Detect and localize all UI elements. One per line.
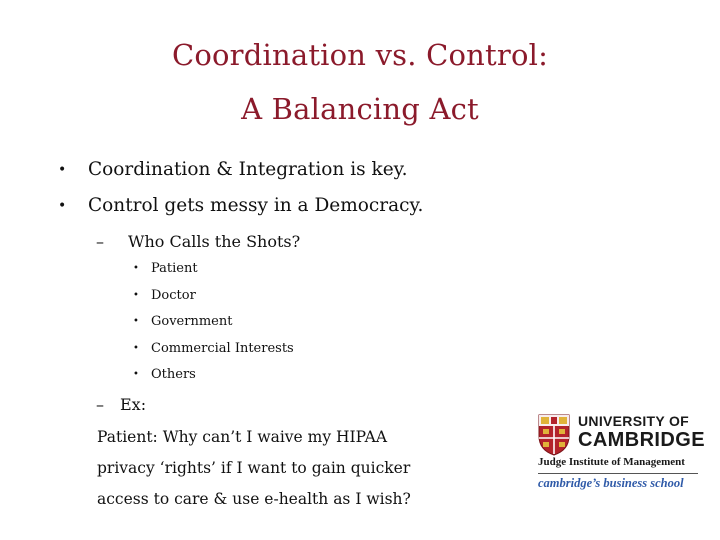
bullet-marker: • [133, 369, 139, 380]
bullet-marker: • [133, 290, 139, 301]
sub-bullet-text: Who Calls the Shots? [128, 232, 301, 251]
bullet-marker: • [58, 198, 67, 214]
patient-quote-line: Patient: Why can’t I waive my HIPAA [97, 428, 388, 446]
sub-sub-bullet-text: Doctor [151, 288, 196, 303]
logo-cambridge: CAMBRIDGE [578, 429, 705, 451]
bullet-marker: • [133, 343, 139, 354]
logo-judge-institute: Judge Institute of Management [538, 456, 685, 468]
sub-sub-bullet-text: Commercial Interests [151, 341, 294, 356]
bullet-marker: • [133, 316, 139, 327]
patient-quote-line: privacy ‘rights’ if I want to gain quicker [97, 459, 411, 477]
slide-title-line1: Coordination vs. Control: [171, 38, 549, 72]
bullet-text: Control gets messy in a Democracy. [88, 195, 424, 216]
dash-marker: – [96, 232, 104, 251]
sub-sub-bullet-text: Government [151, 314, 233, 329]
bullet-text: Coordination & Integration is key. [88, 159, 408, 180]
example-text: Ex: [120, 395, 147, 414]
slide-title-line2: A Balancing Act [241, 92, 479, 126]
cambridge-crest-icon [538, 414, 570, 456]
dash-marker: – [96, 395, 104, 414]
sub-sub-bullet-text: Patient [151, 261, 198, 276]
logo-university-of: UNIVERSITY OF [578, 413, 689, 429]
cambridge-logo [536, 412, 705, 500]
sub-sub-bullet-text: Others [151, 367, 196, 382]
bullet-marker: • [58, 162, 67, 178]
patient-quote-line: access to care & use e-health as I wish? [97, 490, 411, 508]
logo-divider [538, 473, 698, 474]
bullet-marker: • [133, 263, 139, 274]
logo-tagline: cambridge’s business school [538, 476, 684, 490]
